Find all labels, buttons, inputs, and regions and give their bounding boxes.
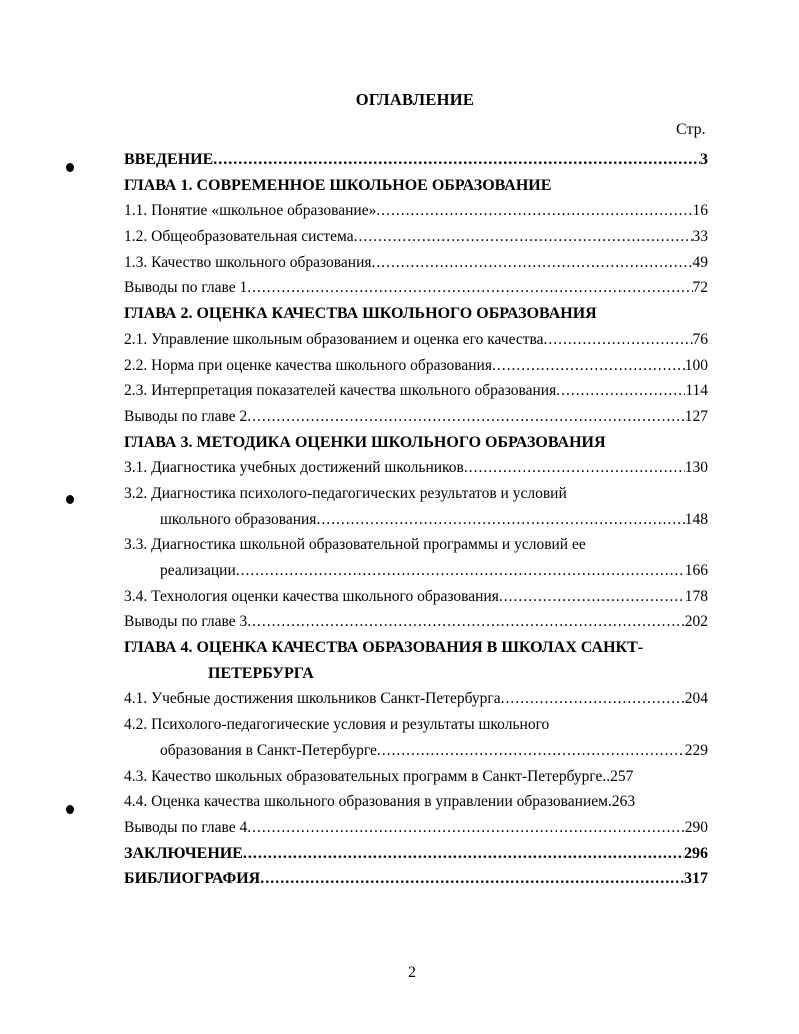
toc-entry-3-2-line1[interactable]: 3.2. Диагностика психолого-педагогических результатов и условий <box>124 484 567 502</box>
toc-entry-3-3-line1[interactable]: 3.3. Диагностика школьной образовательной программы и условий ее <box>124 536 586 554</box>
toc-chapter-4-heading-line1[interactable]: ГЛАВА 4. ОЦЕНКА КАЧЕСТВА ОБРАЗОВАНИЯ В ШКОЛАХ САНКТ- <box>124 639 644 657</box>
toc-entry-3-4[interactable]: 3.4. Технология оценки качества школьного образования ..... 178 <box>124 584 708 610</box>
toc-entry-4-4[interactable]: 4.4. Оценка качества школьного образования в управлении образованием. 263 <box>124 793 636 811</box>
toc-entry-conclusions-1[interactable]: Выводы по главе 1 ..... 72 <box>124 275 708 301</box>
toc-entry-3-2-line2[interactable]: школьного образования ..... 148 <box>124 507 708 533</box>
toc-chapter-3-heading[interactable]: ГЛАВА 3. МЕТОДИКА ОЦЕНКИ ШКОЛЬНОГО ОБРАЗОВАНИЯ <box>124 433 606 451</box>
toc-entry-2-2[interactable]: 2.2. Норма при оценке качества школьного образования ..... 100 <box>124 353 708 379</box>
toc-entry-bibliography[interactable]: БИБЛИОГРАФИЯ ..... 317 <box>124 866 708 892</box>
toc-entry-2-3[interactable]: 2.3. Интерпретация показателей качества школьного образования ..... 114 <box>124 378 708 404</box>
toc-entry-3-3-line2[interactable]: реализации ..... 166 <box>124 558 708 584</box>
toc-entry-1-2[interactable]: 1.2. Общеобразовательная система ..... 33 <box>124 224 708 250</box>
toc-entry-conclusions-3[interactable]: Выводы по главе 3 ..... 202 <box>124 609 708 635</box>
toc-entry-conclusions-2[interactable]: Выводы по главе 2 ..... 127 <box>124 404 708 430</box>
toc-entry-1-3[interactable]: 1.3. Качество школьного образования ..... 49 <box>124 250 708 276</box>
toc-entry-4-2-line1[interactable]: 4.2. Психолого-педагогические условия и результаты школьного <box>124 716 550 734</box>
table-of-contents <box>124 147 708 892</box>
toc-entry-conclusions-4[interactable]: Выводы по главе 4 ..... 290 <box>124 815 708 841</box>
toc-entry-conclusion[interactable]: ЗАКЛЮЧЕНИЕ ..... 296 <box>124 841 708 867</box>
toc-entry-1-1[interactable]: 1.1. Понятие «школьное образование» ..... 16 <box>124 198 708 224</box>
toc-entry-3-1[interactable]: 3.1. Диагностика учебных достижений школьников ..... 130 <box>124 455 708 481</box>
toc-entry-introduction[interactable]: ВВЕДЕНИЕ ..... 3 <box>124 147 708 173</box>
toc-entry-2-1[interactable]: 2.1. Управление школьным образованием и оценка его качества ..... 76 <box>124 327 708 353</box>
toc-entry-4-3[interactable]: 4.3. Качество школьных образовательных программ в Санкт-Петербурге.. 257 <box>124 767 634 785</box>
margin-dot-mark <box>66 163 74 172</box>
toc-chapter-1-heading[interactable]: ГЛАВА 1. СОВРЕМЕННОЕ ШКОЛЬНОЕ ОБРАЗОВАНИЕ <box>124 176 552 194</box>
toc-chapter-4-heading-line2[interactable]: ПЕТЕРБУРГА <box>208 664 314 682</box>
toc-entry-4-2-line2[interactable]: образования в Санкт-Петербурге ..... 229 <box>124 738 708 764</box>
toc-entry-4-1[interactable]: 4.1. Учебные достижения школьников Санкт-Петербурга ..... 204 <box>124 686 708 712</box>
page-number: 2 <box>408 964 416 981</box>
margin-dot-mark <box>66 805 74 814</box>
margin-dot-mark <box>66 495 74 504</box>
toc-title: ОГЛАВЛЕНИЕ <box>355 90 475 109</box>
page-column-label: Стр. <box>676 121 706 138</box>
toc-chapter-2-heading[interactable]: ГЛАВА 2. ОЦЕНКА КАЧЕСТВА ШКОЛЬНОГО ОБРАЗОВАНИЯ <box>124 305 597 323</box>
